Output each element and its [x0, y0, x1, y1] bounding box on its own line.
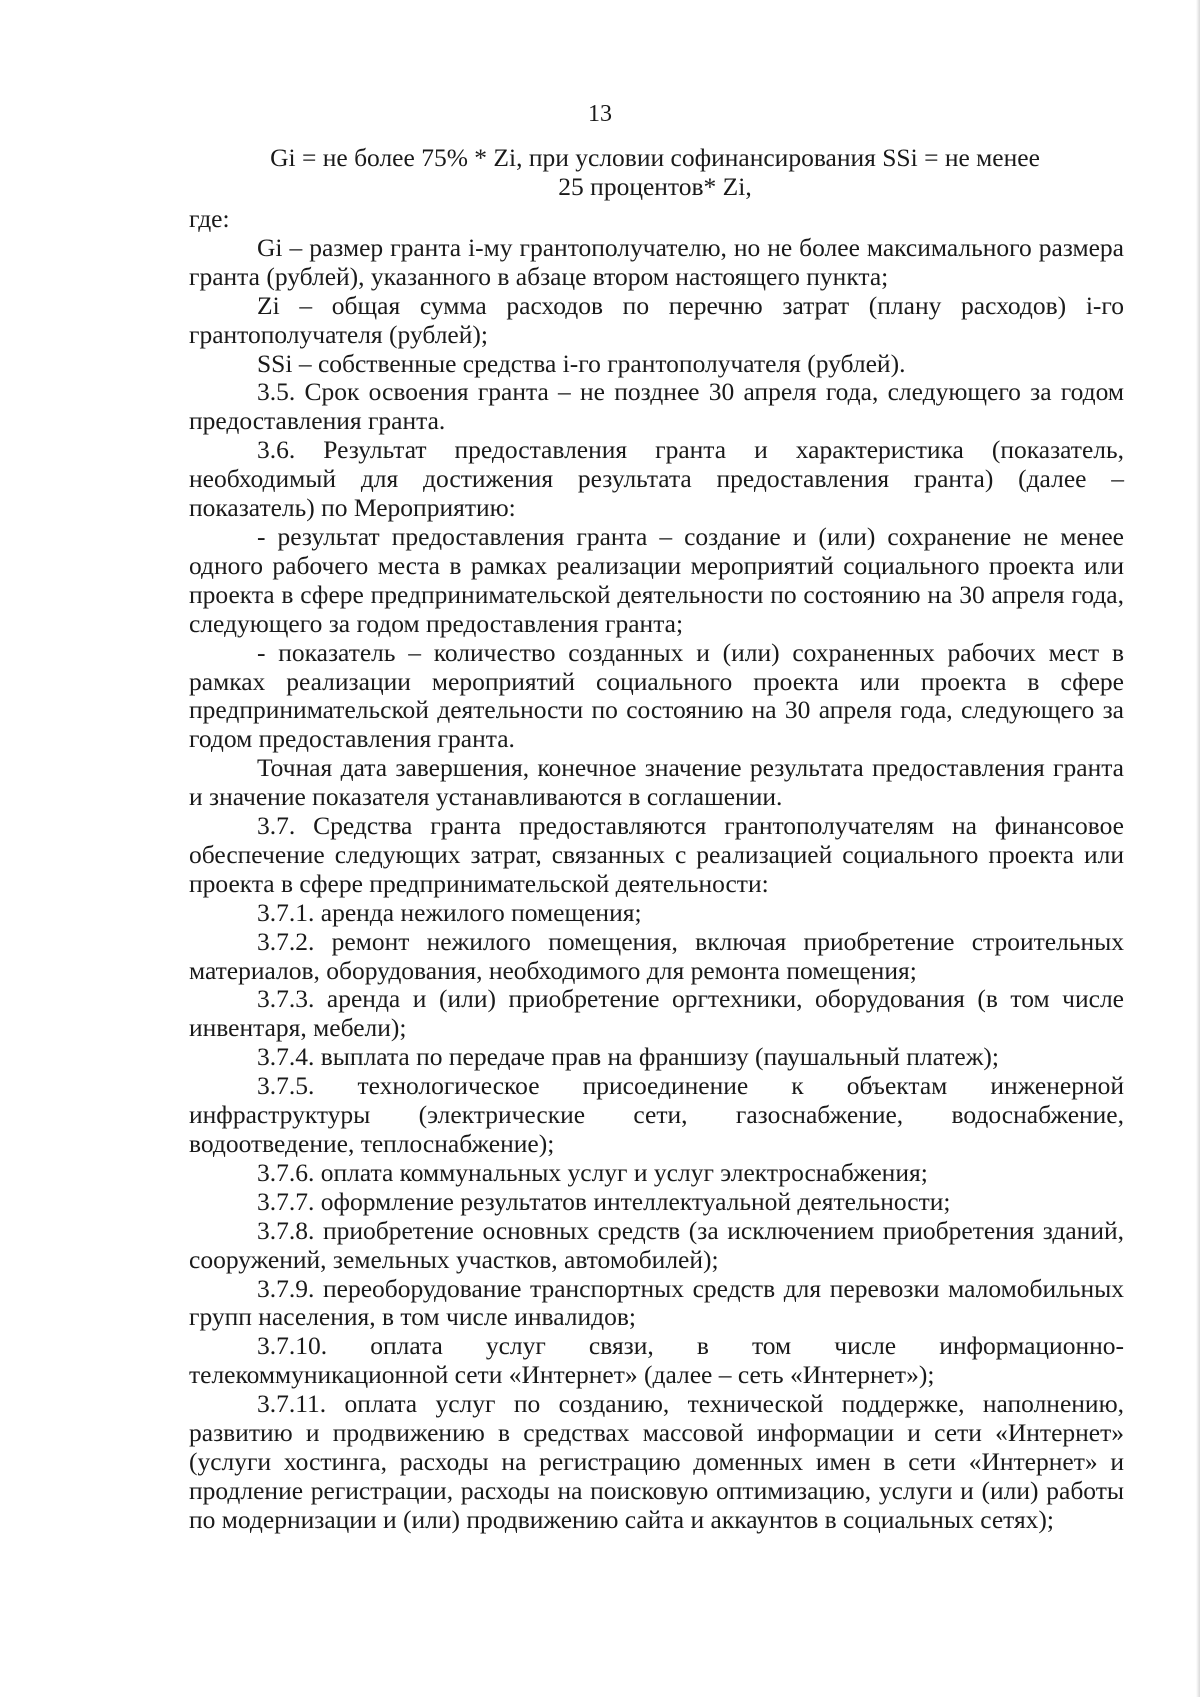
formula-line-1: Gi = не более 75% * Zi, при условии софинансирования SSi = не менее: [270, 143, 1040, 172]
paragraph: 3.7.8. приобретение основных средств (за исключением приобретения зданий, сооружений, земельных участков, автомобилей);: [189, 1215, 1124, 1274]
formula-line-2: 25 процентов* Zi,: [558, 172, 752, 201]
paragraph: 3.7.11. оплата услуг по созданию, технической поддержке, наполнению, развитию и продвижению в средствах массовой информации и сети «Интернет» (услуги хостинга, расходы на регистрацию доменных имен в сети «Интернет» и продление регистрации, расходы на поисковую оптимизацию, услуги и (или) работы по модернизации и (или) продвижению сайта и аккаунтов в социальных сетях);: [189, 1389, 1124, 1534]
paragraph: 3.7.6. оплата коммунальных услуг и услуг электроснабжения;: [257, 1157, 928, 1187]
paragraph: 3.7.5. технологическое присоединение к объектам инженерной инфраструктуры (электрические сети, газоснабжение, водоснабжение, водоотведение, теплоснабжение);: [189, 1071, 1124, 1158]
paragraph: - результат предоставления гранта – создание и (или) сохранение не менее одного рабочего места в рамках реализации мероприятий социального проекта или проекта в сфере предпринимательской деятельности по состоянию на 30 апреля года, следующего за годом предоставления гранта;: [189, 521, 1124, 638]
paragraph: - показатель – количество созданных и (или) сохраненных рабочих мест в рамках реализации мероприятий социального проекта или проекта в сфере предпринимательской деятельности по состоянию на 30 апреля года, следующего за годом предоставления гранта.: [189, 637, 1124, 754]
paragraph: 3.7.2. ремонт нежилого помещения, включая приобретение строительных материалов, оборудования, необходимого для ремонта помещения;: [189, 926, 1124, 985]
paragraph: Точная дата завершения, конечное значение результата предоставления гранта и значение показателя устанавливаются в соглашении.: [189, 753, 1124, 812]
page-number: 13: [588, 101, 612, 127]
paragraph: 3.5. Срок освоения гранта – не позднее 30 апреля года, следующего за годом предоставления гранта.: [189, 377, 1124, 436]
grant-formula: [190, 143, 1120, 201]
paragraph: где:: [189, 204, 230, 233]
page-edge-shadow: [1196, 0, 1200, 1697]
paragraph: SSi – собственные средства i-го грантополучателя (рублей).: [257, 348, 906, 378]
paragraph: 3.7.1. аренда нежилого помещения;: [257, 897, 642, 927]
paragraph: Zi – общая сумма расходов по перечню затрат (плану расходов) i-го грантополучателя (рублей);: [189, 290, 1124, 349]
paragraph: 3.6. Результат предоставления гранта и характеристика (показатель, необходимый для достижения результата предоставления гранта) (далее – показатель) по Мероприятию:: [189, 435, 1124, 523]
paragraph: 3.7.7. оформление результатов интеллектуальной деятельности;: [257, 1186, 951, 1216]
paragraph: 3.7.4. выплата по передаче прав на франшизу (паушальный платеж);: [257, 1042, 999, 1072]
paragraph: 3.7.3. аренда и (или) приобретение оргтехники, оборудования (в том числе инвентаря, мебели);: [189, 984, 1124, 1043]
paragraph: Gi – размер гранта i-му грантополучателю, но не более максимального размера гранта (рублей), указанного в абзаце втором настоящего пункта;: [189, 232, 1124, 291]
paragraph: 3.7. Средства гранта предоставляются грантополучателям на финансовое обеспечение следующих затрат, связанных с реализацией социального проекта или проекта в сфере предпринимательской деятельности:: [189, 811, 1124, 898]
document-body: [189, 205, 1124, 1535]
paragraph: 3.7.9. переоборудование транспортных средств для перевозки маломобильных групп населения, в том числе инвалидов;: [189, 1273, 1124, 1332]
paragraph: 3.7.10. оплата услуг связи, в том числе информационно-телекоммуникационной сети «Интернет» (далее – сеть «Интернет»);: [189, 1331, 1124, 1390]
